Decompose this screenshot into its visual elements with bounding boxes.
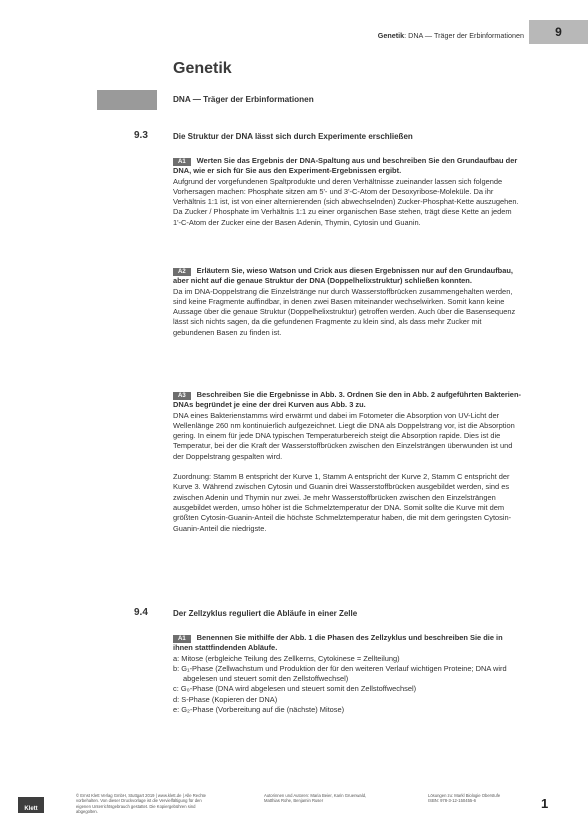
task-answer: Aufgrund der vorgefundenen Spaltprodukte und deren Verhältnisse zueinander lassen sich folgende Vorhersagen machen: Phosphate sitzen am 5'- und 3'-C-Atom der Desoxyribose-Moleküle. Da ihr Verhältnis 1:1 ist, ist von einer alternierenden (sich abwechselnden) Zucker-Phosphat-Kette auszugehen. Da Zucker / Phosphate im Verhältnis 1:1 zu einer organischen Base stehen, trägt diese Kette an jedem 1'-C-Atom der Zucker eine der Basen Adenin, Thymin, Cytosin und Guanin. (173, 176, 519, 227)
page-number: 1 (541, 796, 549, 811)
section-number: 9.3 (134, 130, 148, 141)
task-question (173, 156, 521, 177)
task-block (173, 266, 521, 338)
task-block (173, 390, 521, 534)
section-title: Der Zellzyklus reguliert die Abläufe in einer Zelle (173, 609, 358, 618)
task-question-text: Beschreiben Sie die Ergebnisse in Abb. 3. Ordnen Sie den in Abb. 2 aufgeführten Bakterien-DNAs begründet je eine der drei Kurven aus Abb. 3 zu. (173, 390, 521, 410)
footer-solutions (428, 793, 524, 804)
page-title: Genetik (173, 60, 232, 77)
footer-solutions-title: Lösungen zu: Markl Biologie Oberstufe (428, 793, 501, 798)
logo-text: Klett (24, 806, 38, 812)
task-answer: Da im DNA-Doppelstrang die Einzelstränge nur durch Wasserstoffbrücken zusammengehalten werden, sind keine Fragmente auffindbar, in denen zwei Basen miteinander wechselwirken. Somit kann keine Aussage über die genaue Struktur (Doppelhelixstruktur) getroffen werden. Auch über die Basensequenz lässt sich nichts sagen, da die gefundenen Fragmente zu klein sind, als dass mehr Zucker mit gebundenen Basen zu finden ist. (173, 286, 516, 337)
task-question-text: Erläutern Sie, wieso Watson und Crick aus diesen Ergebnissen nur auf den Grundaufbau, aber nicht auf die genaue Struktur der DNA (Doppelhelixstruktur) schließen konnten. (173, 266, 513, 286)
footer-isbn: ISBN: 978-3-12-150455-6 (428, 798, 476, 804)
task-badge: A1 (173, 158, 191, 166)
page-subtitle: DNA — Träger der Erbinformationen (173, 95, 314, 104)
phase-list-item: b: G₁-Phase (Zellwachstum und Produktion der für den weiteren Verlauf wichtigen Proteine; DNA wird abgelesen und steuert somit den Zellstoffwechsel) (173, 663, 507, 684)
task-answer-assignment: Zuordnung: Stamm B entspricht der Kurve 1, Stamm A entspricht der Kurve 2, Stamm C entspricht der Kurve 3. Während zwischen Cytosin und Guanin drei Wasserstoffbrücken ausgebildet werden, sind es zwischen Adenin und Thymin nur zwei. Je mehr Wasserstoffbrücken zwischen den Einzelsträngen ausgebildet werden, umso höher ist die Schmelztemperatur der DNA. Somit sollte die Kurve mit dem größten Cytosin-Guanin-Anteil die höchste Schmelztemperatur haben, die mit dem geringsten Cytosin-Guanin-Anteil die niedrigste. (173, 472, 512, 533)
task-question-text: Benennen Sie mithilfe der Abb. 1 die Phasen des Zellzyklus und beschreiben Sie die in ihnen stattfindenden Abläufe. (173, 633, 503, 653)
klett-logo (18, 797, 44, 813)
section-title: Die Struktur der DNA lässt sich durch Experimente erschließen (173, 132, 413, 141)
section-number: 9.4 (134, 607, 148, 618)
task-badge: A3 (173, 392, 191, 400)
task-block (173, 156, 521, 228)
header-subject: Genetik (377, 31, 405, 40)
task-badge: A2 (173, 268, 191, 276)
phase-list-item: c: G₀-Phase (DNA wird abgelesen und steuert somit den Zellstoffwechsel) (173, 684, 417, 694)
chapter-tab (529, 20, 588, 44)
phase-list-item: a: Mitose (erbgleiche Teilung des Zellkerns, Cytokinese = Zellteilung) (173, 653, 400, 663)
footer-copyright: © Ernst Klett Verlag GmbH, Stuttgart 2019 | www.klett.de | Alle Rechte vorbehalten. Von dieser Druckvorlage ist die Vervielfältigung für den eigenen Unterrichtsgebrauch gestattet. Die Kopiergebühren sind abgegolten. (76, 793, 207, 815)
running-header: Genetik: DNA — Träger der Erbinformationen (377, 31, 524, 40)
phase-list-item: e: G₂-Phase (Vorbereitung auf die (nächste) Mitose) (173, 705, 345, 715)
phase-list-item: d: S-Phase (Kopieren der DNA) (173, 694, 278, 704)
task-question (173, 633, 521, 654)
task-answer: DNA eines Bakterienstamms wird erwärmt und dabei im Fotometer die Absorption von UV-Licht der Wellenlänge 260 nm kontinuierlich aufgezeichnet. Liegt die DNA als Doppelstrang vor, ist die Absorption gering. In einem für jede DNA typischen Temperaturbereich steigt die Absorption rapide. Dies ist die Temperatur, bei der die Kraft der Wasserstoffbrücken zwischen den Einzelsträngen überwunden ist und der Doppelstrang gespalten wird. (173, 410, 515, 461)
task-question-text: Werten Sie das Ergebnis der DNA-Spaltung aus und beschreiben Sie den Grundaufbau der DNA, wie er sich für Sie aus den Experiment-Ergebnissen ergibt. (173, 156, 518, 176)
task-block (173, 633, 521, 715)
task-badge: A1 (173, 635, 191, 643)
header-topic: DNA — Träger der Erbinformationen (408, 31, 524, 40)
task-question (173, 390, 521, 411)
footer-authors: Autorinnen und Autoren: Maria Beier, Karin Gruenwald, Matthias Rohe, Benjamin Ruser (264, 793, 367, 804)
chapter-number: 9 (555, 25, 562, 39)
task-question (173, 266, 521, 287)
decorative-gray-bar (97, 90, 157, 110)
